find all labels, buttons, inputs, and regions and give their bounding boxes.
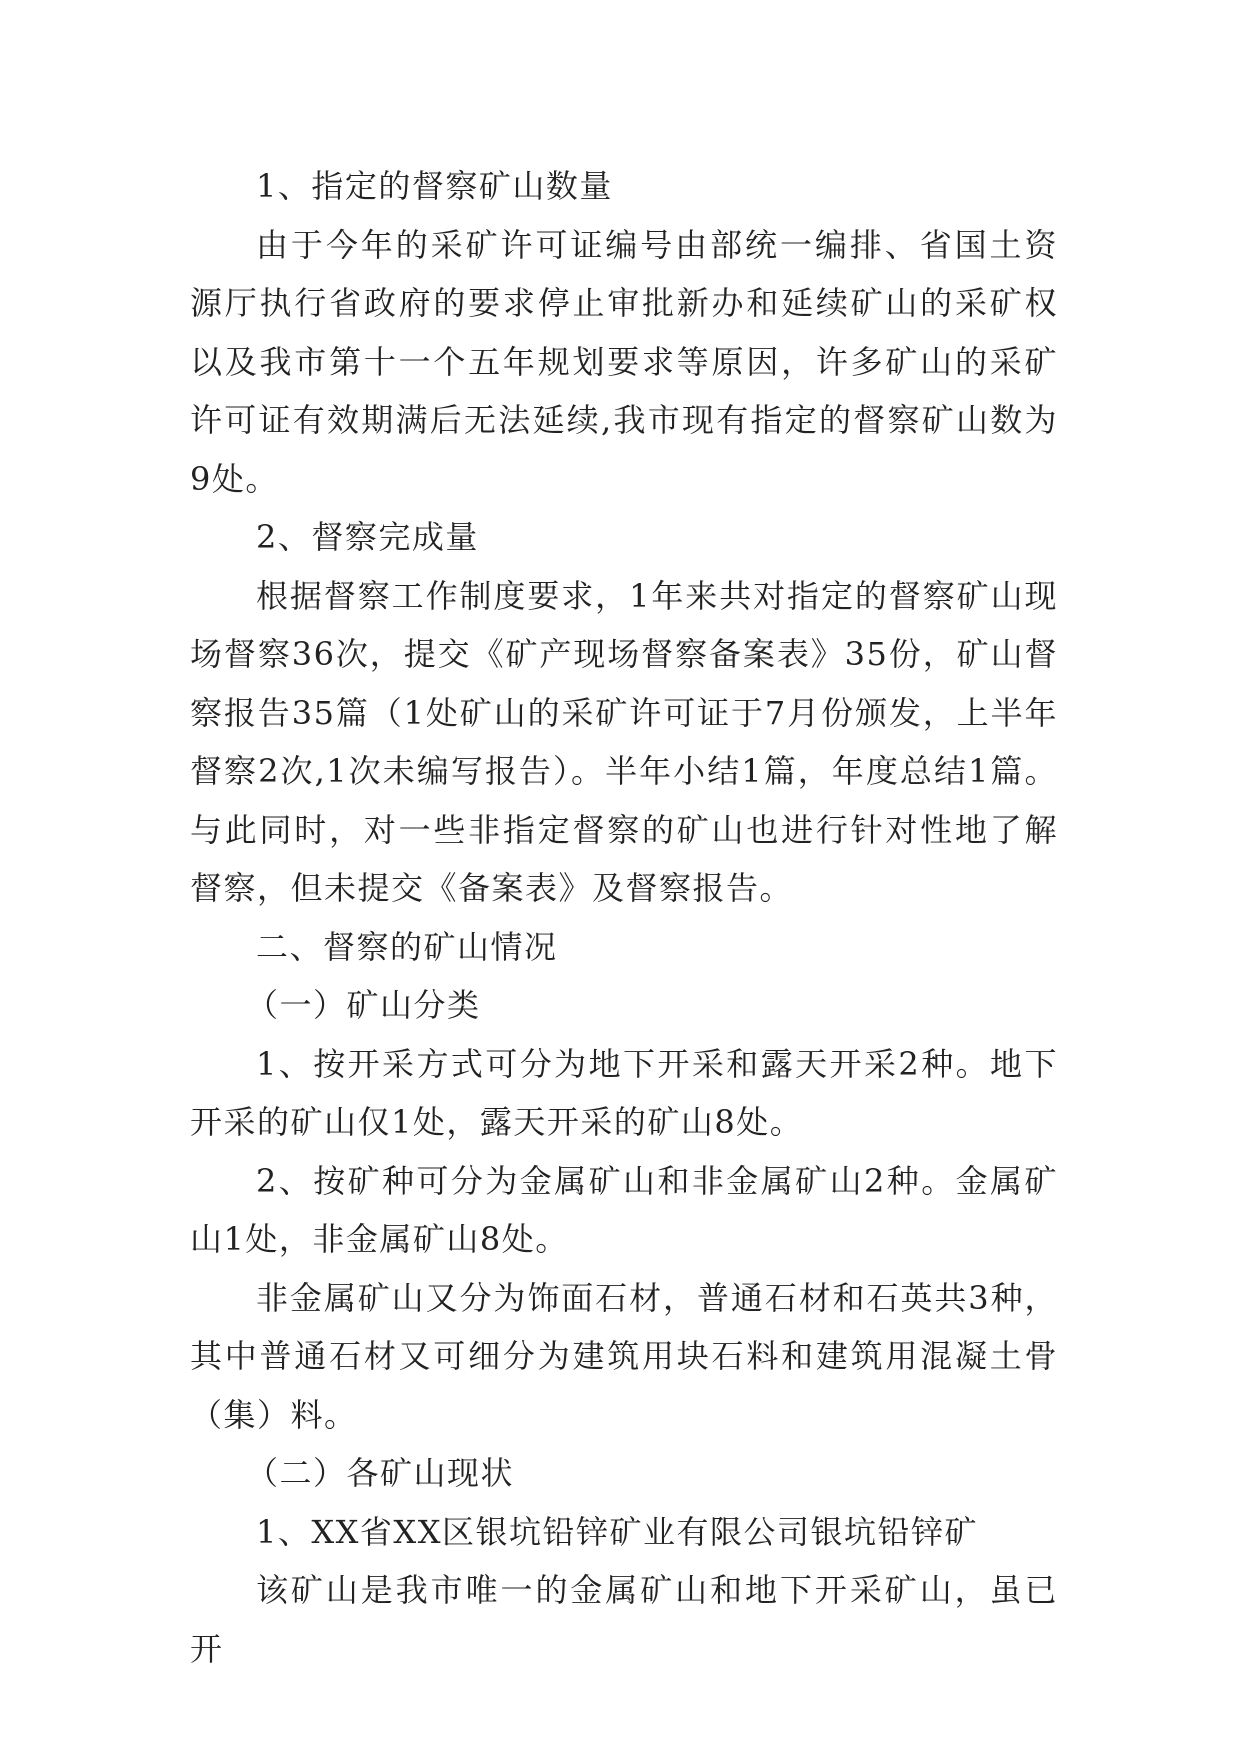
paragraph-mineral-type: 2、按矿种可分为金属矿山和非金属矿山2种。金属矿山1处，非金属矿山8处。 (190, 1161, 1058, 1258)
subheading-designated-mines: 1、指定的督察矿山数量 (256, 167, 613, 205)
paragraph-inspection-volume: 根据督察工作制度要求，1年来共对指定的督察矿山现场督察36次，提交《矿产现场督察备案表》35份，矿山督察报告35篇（1处矿山的采矿许可证于7月份颁发，上半年督察2次,1次未编写报告）。半年小结1篇，年度总结1篇。与此同时，对一些非指定督察的矿山也进行针对性地了解督察，但未提交《备案表》及督察报告。 (190, 576, 1058, 907)
subheading-inspection-volume: 2、督察完成量 (256, 518, 479, 556)
paragraph-mining-method: 1、按开采方式可分为地下开采和露天开采2种。地下开采的矿山仅1处，露天开采的矿山8处。 (190, 1044, 1058, 1141)
paragraph-yinkeng-mine: 该矿山是我市唯一的金属矿山和地下开采矿山，虽已开 (190, 1571, 1058, 1668)
paragraph-nonmetal-categories: 非金属矿山又分为饰面石材，普通石材和石英共3种，其中普通石材又可细分为建筑用块石料和建筑用混凝土骨（集）料。 (190, 1278, 1058, 1434)
subheading-yinkeng-mine: 1、XX省XX区银坑铅锌矿业有限公司银坑铅锌矿 (256, 1512, 978, 1551)
subheading-mine-status: （二）各矿山现状 (246, 1454, 515, 1492)
paragraph-designated-mines: 由于今年的采矿许可证编号由部统一编排、省国土资源厅执行省政府的要求停止审批新办和延续矿山的采矿权以及我市第十一个五年规划要求等原因，许多矿山的采矿许可证有效期满后无法延续,我市现有指定的督察矿山数为9处。 (190, 225, 1058, 498)
document-body (190, 157, 1058, 1678)
subheading-mine-classification: （一）矿山分类 (246, 986, 481, 1024)
section-heading-mine-situation: 二、督察的矿山情况 (256, 927, 558, 966)
